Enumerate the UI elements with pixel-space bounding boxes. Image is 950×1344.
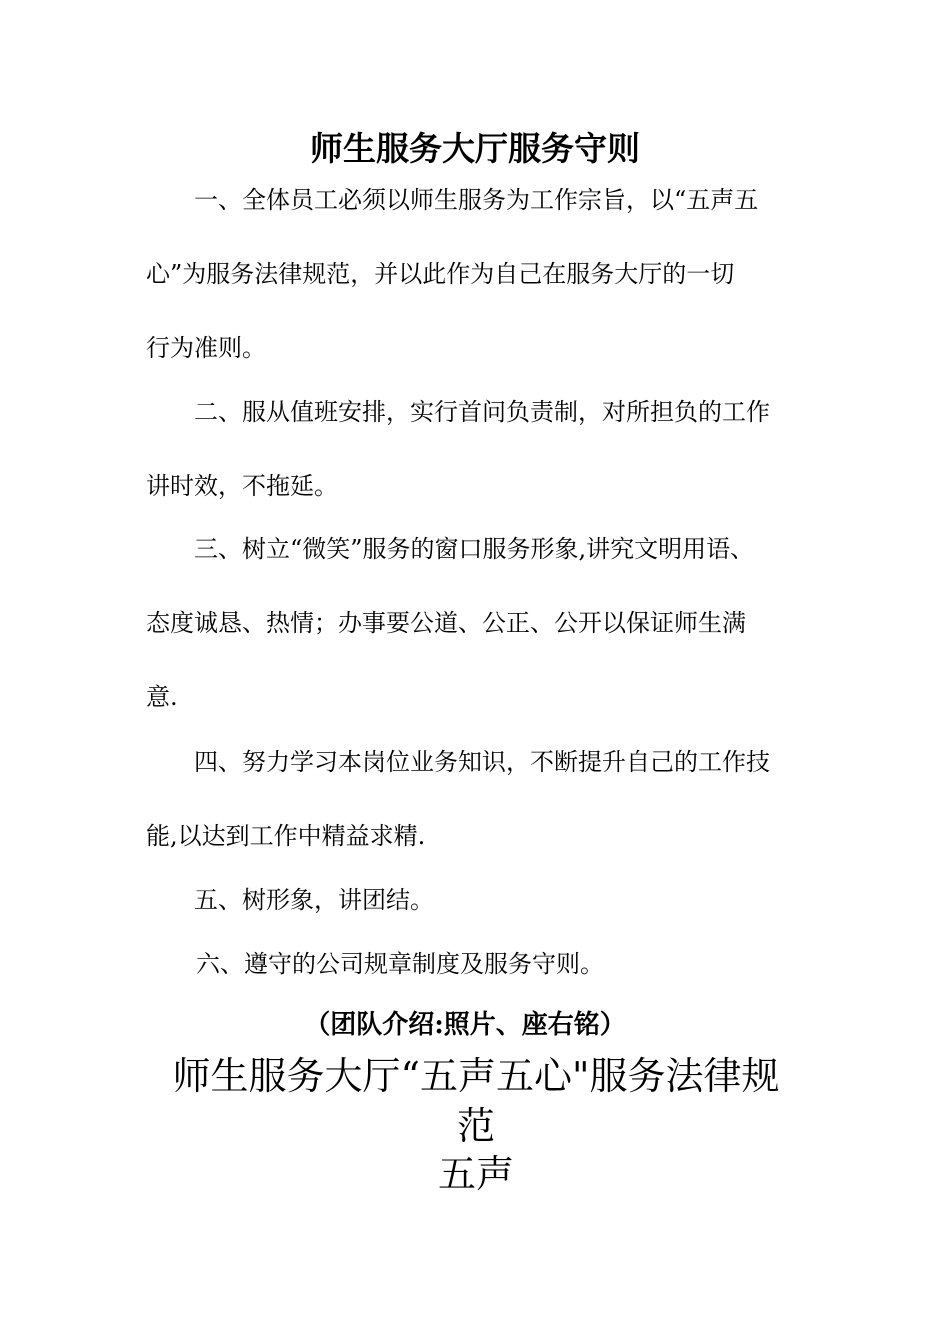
section-title-line-1: 师生服务大厅“五声五心"服务法律规 bbox=[172, 1054, 780, 1098]
rule-4-line-2: 能,以达到工作中精益求精. bbox=[146, 822, 426, 850]
rule-2-line-2: 讲时效，不拖延。 bbox=[146, 472, 338, 500]
rule-1-line-2: 心”为服务法律规范，并以此作为自己在服务大厅的一切 bbox=[146, 260, 735, 288]
rule-3-line-3: 意. bbox=[146, 683, 178, 711]
rule-3-line-1: 三、树立“微笑”服务的窗口服务形象,讲究文明用语、 bbox=[194, 535, 755, 563]
rule-3-line-2: 态度诚恳、热情；办事要公道、公正、公开以保证师生满 bbox=[146, 609, 746, 637]
rule-4-line-1: 四、努力学习本岗位业务知识，不断提升自己的工作技 bbox=[194, 748, 770, 776]
rule-6-line-1: 六、遵守的公司规章制度及服务守则。 bbox=[196, 950, 604, 978]
rule-1-line-3: 行为准则。 bbox=[146, 334, 266, 362]
rule-5-line-1: 五、树形象，讲团结。 bbox=[194, 886, 434, 914]
document-title: 师生服务大厅服务守则 bbox=[310, 129, 640, 168]
rule-1-line-1: 一、全体员工必须以师生服务为工作宗旨，以“五声五 bbox=[194, 186, 759, 214]
team-note: （团队介绍:照片、座右铭） bbox=[304, 1010, 626, 1040]
rule-2-line-1: 二、服从值班安排，实行首问负责制，对所担负的工作 bbox=[194, 398, 770, 426]
section-subtitle: 五声 bbox=[437, 1152, 514, 1196]
section-title-line-2: 范 bbox=[456, 1104, 495, 1148]
